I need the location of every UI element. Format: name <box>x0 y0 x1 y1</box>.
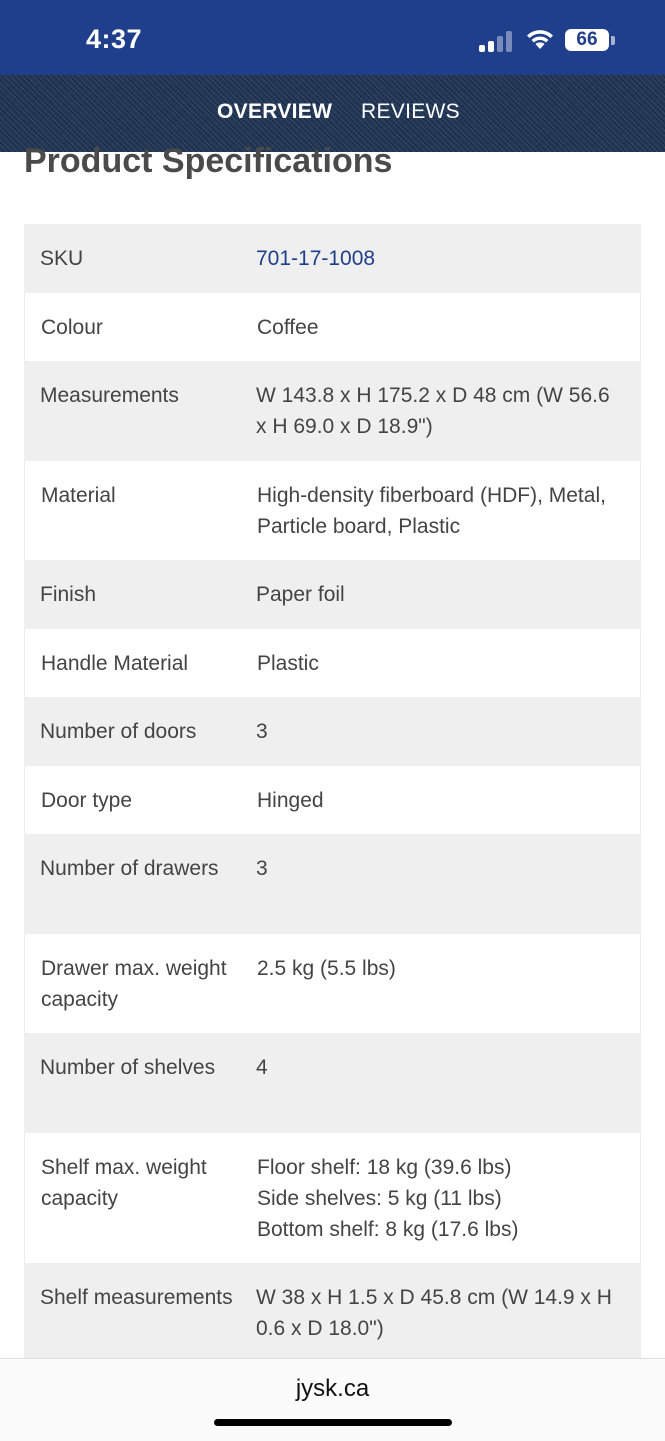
spec-value: 3 <box>256 857 268 880</box>
spec-value: 4 <box>256 1056 268 1079</box>
wifi-icon <box>525 27 555 51</box>
spec-label: Number of doors <box>40 720 197 743</box>
spec-label: Material <box>41 484 116 507</box>
spec-table <box>24 224 641 1363</box>
spec-label: SKU <box>40 247 84 270</box>
spec-value: Hinged <box>257 789 324 812</box>
spec-value: Coffee <box>257 316 319 339</box>
browser-domain[interactable]: jysk.ca <box>295 1375 370 1402</box>
spec-value: 3 <box>256 720 268 743</box>
spec-row-number-of-shelves <box>24 1033 641 1133</box>
spec-row-sku <box>24 224 641 293</box>
sku-link[interactable]: 701-17-1008 <box>256 247 376 270</box>
spec-row-shelf-max-weight <box>24 1133 641 1263</box>
tab-reviews[interactable]: REVIEWS <box>361 100 460 123</box>
cellular-signal-icon <box>479 30 515 52</box>
spec-value: 2.5 kg (5.5 lbs) <box>257 957 396 980</box>
home-indicator[interactable] <box>214 1419 452 1426</box>
spec-row-colour <box>24 293 641 361</box>
spec-label: Shelf max. weight capacity <box>41 1156 207 1210</box>
spec-row-shelf-measurements <box>24 1263 641 1363</box>
spec-row-measurements <box>24 361 641 461</box>
spec-label: Number of shelves <box>40 1056 216 1079</box>
spec-label: Colour <box>41 316 103 339</box>
spec-row-handle-material <box>24 629 641 697</box>
spec-label: Measurements <box>40 384 179 407</box>
spec-row-material <box>24 461 641 560</box>
spec-value: W 38 x H 1.5 x D 45.8 cm (W 14.9 x H 0.6 x D 18.0") <box>256 1286 612 1340</box>
spec-label: Handle Material <box>41 652 189 675</box>
spec-label: Number of drawers <box>40 857 219 880</box>
spec-value: Floor shelf: 18 kg (39.6 lbs) Side shelves: 5 kg (11 lbs) Bottom shelf: 8 kg (17.6 lbs) <box>257 1156 519 1241</box>
spec-row-door-type <box>24 766 641 834</box>
section-title: Product Specifications <box>24 142 393 180</box>
battery-nub <box>611 36 615 45</box>
spec-label: Door type <box>41 789 133 812</box>
spec-value: Plastic <box>257 652 319 675</box>
spec-value: Paper foil <box>256 583 345 606</box>
browser-address-bar <box>0 1358 665 1441</box>
spec-label: Shelf measurements <box>40 1286 233 1309</box>
tab-overview[interactable]: OVERVIEW <box>217 100 333 123</box>
spec-row-number-of-drawers <box>24 834 641 934</box>
status-bar <box>0 0 665 75</box>
spec-label: Finish <box>40 583 97 606</box>
spec-row-number-of-doors <box>24 697 641 766</box>
spec-value: W 143.8 x H 175.2 x D 48 cm (W 56.6 x H 69.0 x D 18.9") <box>256 384 610 438</box>
spec-value: High-density fiberboard (HDF), Metal, Particle board, Plastic <box>257 484 606 538</box>
battery-icon: 66 <box>565 29 609 51</box>
spec-row-drawer-max-weight <box>24 934 641 1033</box>
status-time: 4:37 <box>86 24 143 54</box>
product-tab-nav <box>0 75 665 152</box>
spec-row-finish <box>24 560 641 629</box>
spec-label: Drawer max. weight capacity <box>41 957 227 1011</box>
